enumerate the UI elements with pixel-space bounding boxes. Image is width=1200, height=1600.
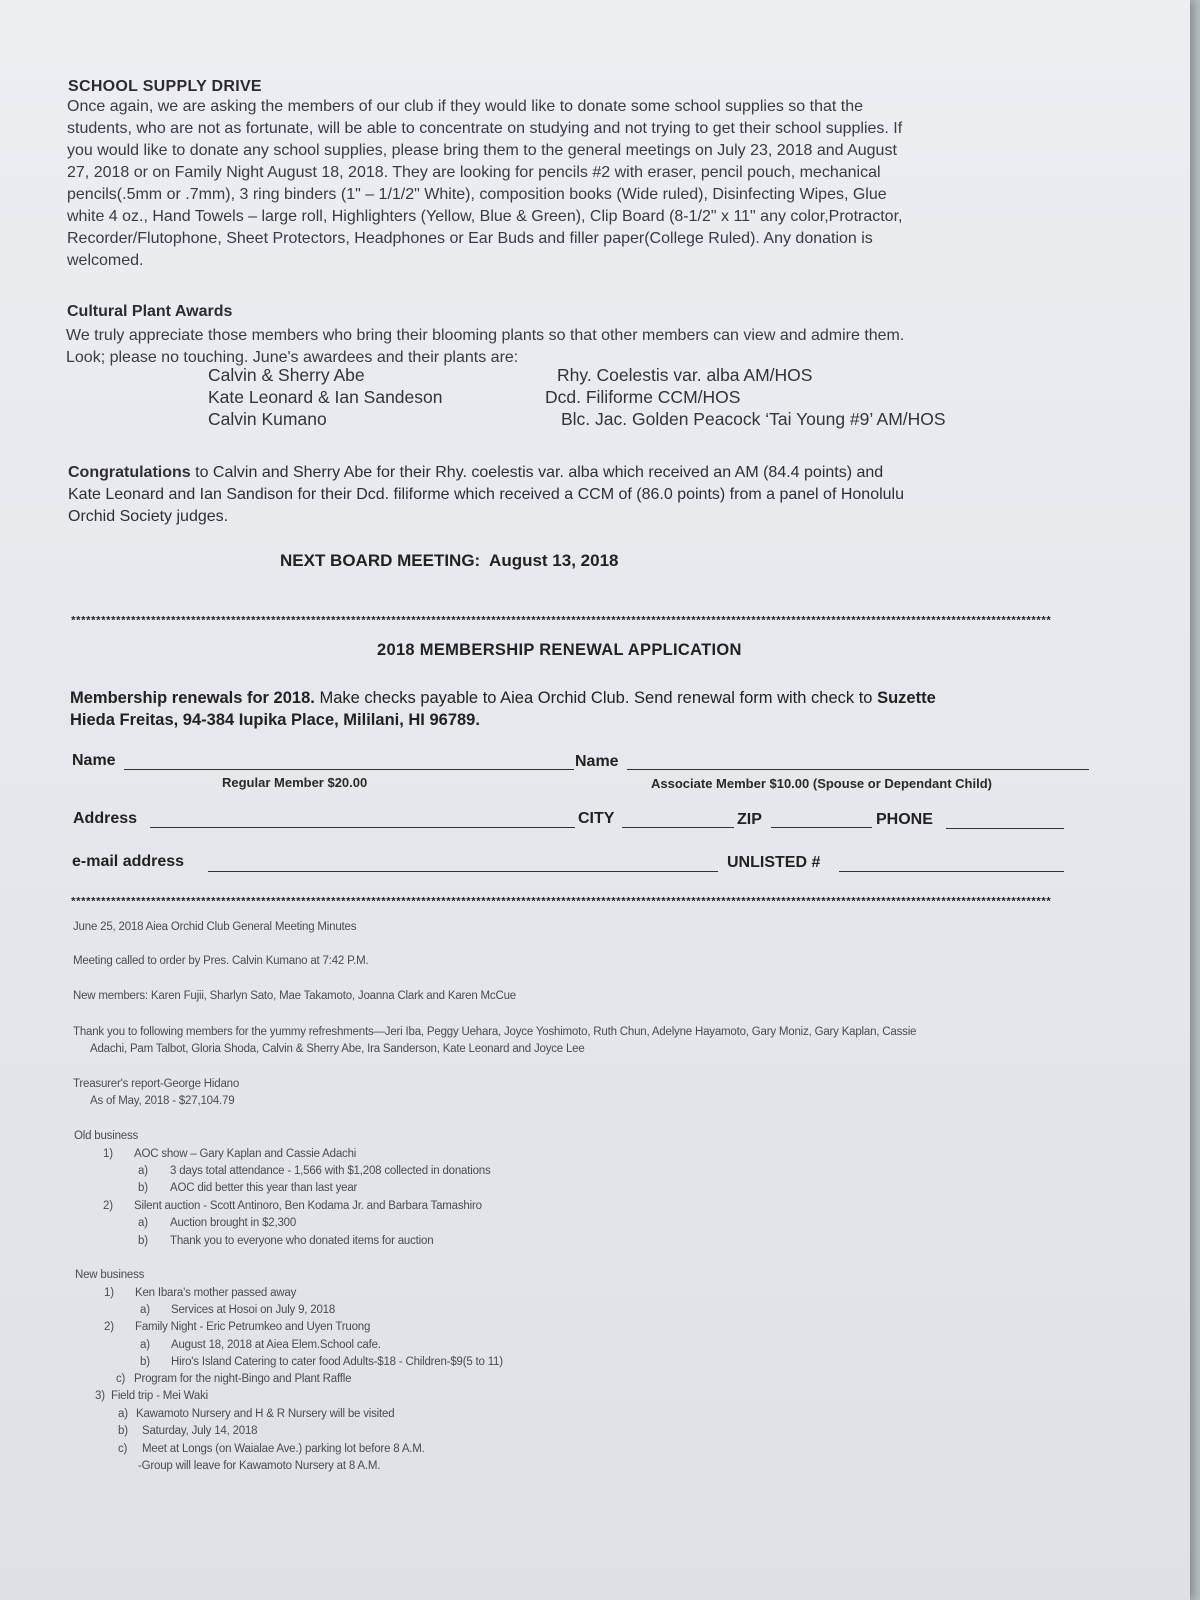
paragraph-line: students, who are not as fortunate, will be able to concentrate on studying and not trying to get their school supplies. If: [67, 120, 903, 137]
list-item: b) Thank you to everyone who donated items for auction: [138, 1235, 434, 1247]
zip-field-line[interactable]: [771, 827, 872, 828]
name-label: Name: [72, 752, 116, 769]
list-item: 3) Field trip - Mei Waki: [95, 1390, 208, 1402]
address-field-line[interactable]: [150, 827, 575, 828]
star-divider: ****************************************************************************************************************************************************************************************************: [70, 616, 1051, 628]
congrats-line: to Calvin and Sherry Abe for their Rhy. coelestis var. alba which received an AM (84.4 points) and: [190, 464, 884, 481]
associate-member-note: Associate Member $10.00 (Spouse or Dependant Child): [651, 776, 992, 791]
city-label: CITY: [578, 810, 615, 827]
unlisted-field-line[interactable]: [839, 871, 1064, 872]
cultural-awards-heading: Cultural Plant Awards: [67, 303, 233, 320]
address-label: Address: [73, 810, 138, 827]
awardee-plant: Blc. Jac. Golden Peacock ‘Tai Young #9’ AM/HOS: [561, 409, 946, 429]
congratulations-paragraph: [68, 462, 1158, 528]
email-field-line[interactable]: [208, 871, 718, 872]
paragraph-line: white 4 oz., Hand Towels – large roll, Highlighters (Yellow, Blue & Green), Clip Board (8-1/2" x 11" any color,Protractor,: [67, 208, 903, 225]
list-item: b) AOC did better this year than last year: [138, 1182, 358, 1194]
paragraph-line: 27, 2018 or on Family Night August 18, 2018. They are looking for pencils #2 with eraser, pencil pouch, mechanical: [67, 164, 881, 181]
minutes-called-to-order: Meeting called to order by Pres. Calvin Kumano at 7:42 P.M.: [73, 955, 369, 967]
list-item: b) Hiro's Island Catering to cater food Adults-$18 - Children-$9(5 to 11): [140, 1356, 503, 1368]
name2-field-line[interactable]: [627, 769, 1089, 770]
list-item: c) Program for the night-Bingo and Plant Raffle: [116, 1373, 352, 1385]
congrats-line: Orchid Society judges.: [68, 508, 229, 525]
congratulations-word: Congratulations: [68, 464, 191, 481]
unlisted-label: UNLISTED #: [727, 854, 821, 871]
renewal-intro: [70, 687, 1170, 731]
awardee-name: Calvin & Sherry Abe: [208, 365, 365, 385]
intro-line: We truly appreciate those members who bring their blooming plants so that other members can view and admire them.: [66, 327, 905, 344]
list-item: a) Kawamoto Nursery and H & R Nursery will be visited: [118, 1408, 395, 1420]
awardee-plant: Dcd. Filiforme CCM/HOS: [545, 387, 741, 407]
paragraph-line: Once again, we are asking the members of our club if they would like to donate some school supplies so that the: [67, 98, 863, 115]
paragraph-line: welcomed.: [67, 252, 144, 269]
renewal-recipient: Suzette: [877, 689, 936, 707]
list-item: a) Services at Hosoi on July 9, 2018: [140, 1304, 336, 1316]
awardee-name: Calvin Kumano: [208, 409, 327, 429]
list-item: c) Meet at Longs (on Waialae Ave.) parking lot before 8 A.M.: [118, 1443, 425, 1455]
phone-field-line[interactable]: [946, 828, 1064, 829]
email-label: e-mail address: [72, 853, 185, 870]
treasurer-report: Treasurer's report-George Hidano: [73, 1078, 240, 1090]
next-board-meeting: NEXT BOARD MEETING: August 13, 2018: [280, 551, 619, 570]
list-item: a) Auction brought in $2,300: [138, 1217, 297, 1229]
treasurer-balance: As of May, 2018 - $27,104.79: [90, 1095, 235, 1107]
zip-label: ZIP: [737, 811, 762, 828]
phone-label: PHONE: [876, 811, 933, 828]
minutes-thanks-line: Adachi, Pam Talbot, Gloria Shoda, Calvin & Sherry Abe, Ira Sanderson, Kate Leonard and Joyce Lee: [90, 1043, 585, 1055]
awardee-name: Kate Leonard & Ian Sandeson: [208, 387, 443, 407]
minutes-title: June 25, 2018 Aiea Orchid Club General Meeting Minutes: [73, 921, 357, 933]
list-item: 1) AOC show – Gary Kaplan and Cassie Adachi: [103, 1148, 357, 1160]
renewal-address: Hieda Freitas, 94-384 Iupika Place, Mililani, HI 96789.: [70, 711, 480, 729]
new-business-heading: New business: [75, 1269, 145, 1281]
congrats-line: Kate Leonard and Ian Sandison for their Dcd. filiforme which received a CCM of (86.0 points) from a panel of Honolulu: [68, 486, 904, 503]
awardee-plant: Rhy. Coelestis var. alba AM/HOS: [557, 365, 813, 385]
minutes-thanks-line: Thank you to following members for the yummy refreshments—Jeri Iba, Peggy Uehara, Joyce Yoshimoto, Ruth Chun, Adelyne Hayamoto, Gary Moniz, Gary Kaplan, Cassie: [73, 1026, 917, 1038]
renewal-title: 2018 MEMBERSHIP RENEWAL APPLICATION: [377, 641, 742, 659]
list-item: 2) Family Night - Eric Petrumkeo and Uyen Truong: [104, 1321, 371, 1333]
paragraph-line: pencils(.5mm or .7mm), 3 ring binders (1" – 1/1/2" White), composition books (Wide ruled), Disinfecting Wipes, Glue: [67, 186, 887, 203]
renewal-intro-bold: Membership renewals for 2018.: [70, 689, 315, 707]
old-business-heading: Old business: [74, 1130, 139, 1142]
renewal-intro-text: Make checks payable to Aiea Orchid Club. Send renewal form with check to: [314, 689, 878, 707]
paragraph-line: you would like to donate any school supplies, please bring them to the general meetings on July 23, 2018 and August: [67, 142, 897, 159]
school-supply-paragraph: [67, 96, 1147, 272]
star-divider: ****************************************************************************************************************************************************************************************************: [70, 897, 1051, 909]
name-field-line[interactable]: [124, 769, 574, 770]
cultural-awards-intro: [66, 325, 1156, 369]
list-item: 1) Ken Ibara's mother passed away: [104, 1287, 297, 1299]
minutes-new-members: New members: Karen Fujii, Sharlyn Sato, Mae Takamoto, Joanna Clark and Karen McCue: [73, 990, 516, 1002]
list-item: a) August 18, 2018 at Aiea Elem.School cafe.: [140, 1339, 381, 1351]
paragraph-line: Recorder/Flutophone, Sheet Protectors, Headphones or Ear Buds and filler paper(College Ruled). Any donation is: [67, 230, 873, 247]
regular-member-note: Regular Member $20.00: [222, 775, 368, 790]
city-field-line[interactable]: [622, 827, 734, 828]
list-item: b) Saturday, July 14, 2018: [118, 1425, 258, 1437]
document-page: SCHOOL SUPPLY DRIVE Once again, we are asking the members of our club if they would like to donate some school supplies so that the students, who are not as fortunate, will be able to concentrate on studying and not trying to get their school supplies. If you would like to donate any school supplies, please bring them to the general meetings on July 23, 2018 and August 27, 2018 or on Family Night August 18, 2018. They are looking for pencils #2 with eraser, pencil pouch, mechanical pencils(.5mm or .7mm), 3 ring binders (1" – 1/1/2" White), composition books (Wide ruled), Disinfecting Wipes, Glue white 4 oz., Hand Towels – large roll, Highlighters (Yellow, Blue & Green), Clip Board (8-1/2" x 11" any color,Protractor, Recorder/Flutophone, Sheet Protectors, Headphones or Ear Buds and filler paper(College Ruled). Any donation is welcomed. Cultural Plant Awards We truly appreciate those members who bring their blooming plants so that other members can view and admire them. Look; please no touching. June's awardees and their plants are: Calvin & Sherry Abe Rhy. Coelestis var. alba AM/HOS Kate Leonard & Ian Sandeson Dcd. Filiforme CCM/HOS Calvin Kumano Blc. Jac. Golden Peacock ‘Tai Young #9’ AM/HOS Congratulations to Calvin and Sherry Abe for their Rhy. coelestis var. alba which received an AM (84.4 points) and Kate Leonard and Ian Sandison for their Dcd. filiforme which received a CCM of (86.0 points) from a panel of Honolulu Orchid Society judges. NEXT BOARD MEETING: August 13, 2018 **************************************************************************************************************************************************************************************************** 2018 MEMBERSHIP RENEWAL APPLICATION Membership renewals for 2018. Make checks payable to Aiea Orchid Club. Send renewal form with check to Suzette Hieda Freitas, 94-384 Iupika Place, Mililani, HI 96789. Name Name Regular Member $20.00 Associate Member $10.00 (Spouse or Dependant Child) Address CITY ZIP PHONE e-mail address UNLISTED # **************************************************************************************************************************************************************************************************** June 25, 2018 Aiea Orchid Club General Meeting Minutes Meeting called to order by Pres. Calvin Kumano at 7:42 P.M. New members: Karen Fujii, Sharlyn Sato, Mae Takamoto, Joanna Clark and Karen McCue Thank you to following members for the yummy refreshments—Jeri Iba, Peggy Uehara, Joyce Yoshimoto, Ruth Chun, Adelyne Hayamoto, Gary Moniz, Gary Kaplan, Cassie Adachi, Pam Talbot, Gloria Shoda, Calvin & Sherry Abe, Ira Sanderson, Kate Leonard and Joyce Lee Treasurer's report-George Hidano As of May, 2018 - $27,104.79 Old business 1) AOC show – Gary Kaplan and Cassie Adachi a) 3 days total attendance - 1,566 with $1,208 collected in donations b) AOC did better this year than last year 2) Silent auction - Scott Antinoro, Ben Kodama Jr. and Barbara Tamashiro a) Auction brought in $2,300 b) Thank you to everyone who donated items for auction New business 1) Ken Ibara's mother passed away a) Services at Hosoi on July 9, 2018 2) Family Night - Eric Petrumkeo and Uyen Truong a) August 18, 2018 at Aiea Elem.School cafe. b) Hiro's Island Catering to cater food Adults-$18 - Children-$9(5 to 11) c) Program for the night-Bingo and Plant Raffle 3) Field trip - Mei Waki a) Kawamoto Nursery and H & R Nursery will be visited b) Saturday, July 14, 2018 c) Meet at Longs (on Waialae Ave.) parking lot before 8 A.M. -Group will leave for Kawamoto Nursery at 8 A.M.: [0, 0, 1190, 1600]
school-supply-heading: SCHOOL SUPPLY DRIVE: [68, 78, 262, 95]
list-item: a) 3 days total attendance - 1,566 with $1,208 collected in donations: [138, 1165, 491, 1177]
list-item: 2) Silent auction - Scott Antinoro, Ben Kodama Jr. and Barbara Tamashiro: [103, 1200, 482, 1212]
name2-label: Name: [575, 753, 619, 770]
intro-line: Look; please no touching. June's awardees and their plants are:: [66, 349, 519, 366]
